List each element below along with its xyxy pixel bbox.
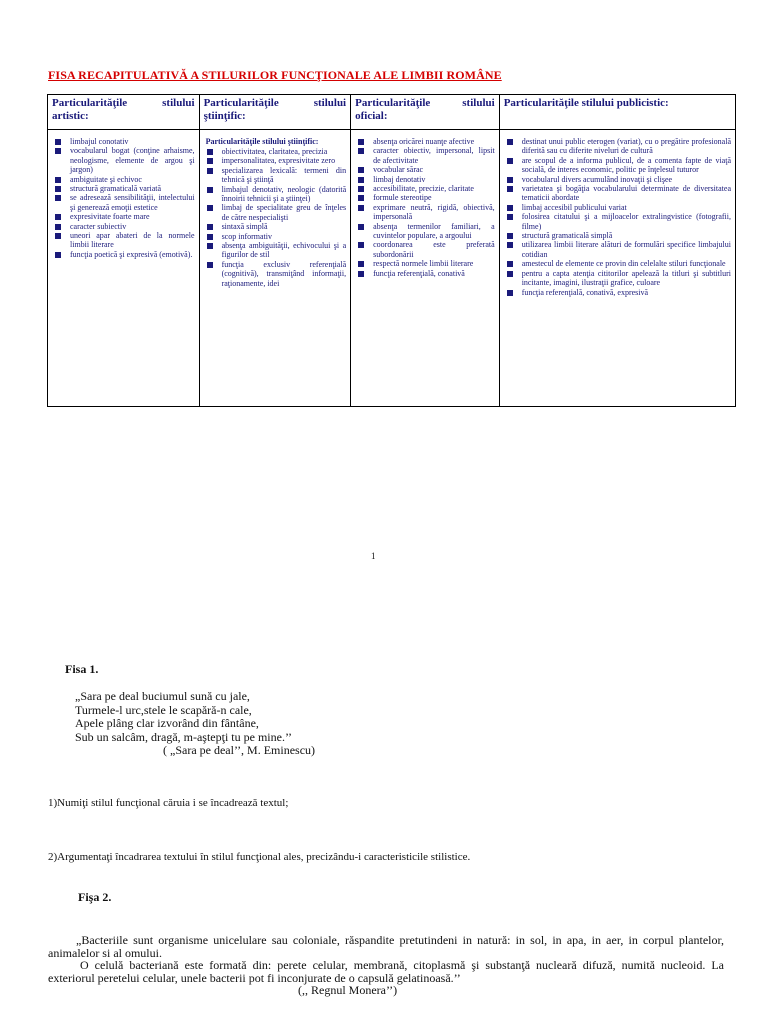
document-title: FISA RECAPITULATIVĂ A STILURILOR FUNCŢIONALE ALE LIMBII ROMÂNE <box>48 68 502 82</box>
column-official <box>351 95 500 406</box>
fisa2-text <box>48 934 724 997</box>
list-item: vocabularul bogat (conţine arhaisme, neologisme, elemente de argou şi jargon) <box>54 146 195 174</box>
paragraph: „Bacteriile sunt organisme unicelulare sau coloniale, răspandite pretutindeni in natură: in sol, in apa, in aer, in corpul plantelor, animalelor si al omului. <box>48 933 724 960</box>
list-item: obiectivitatea, claritatea, precizia <box>206 147 347 156</box>
list-scientific <box>206 147 347 288</box>
list-item: sintaxă simplă <box>206 222 347 231</box>
list-item: funcţia exclusiv referenţială (cognitivă), transmiţând informaţii, raţionamente, idei <box>206 260 347 288</box>
column-sublabel-scientific: Particularităţile stilului ştiinţific: <box>205 137 319 146</box>
list-item: absenţa termenilor familiari, a cuvintelor populare, a argoului <box>357 222 495 241</box>
list-item: funcţia referenţială, conativă, expresivă <box>506 288 731 297</box>
list-item: limbajul conotativ <box>54 137 195 146</box>
list-item: impersonalitatea, expresivitate zero <box>206 156 347 165</box>
list-official <box>357 137 495 278</box>
page-number: 1 <box>371 551 376 561</box>
list-item: exprimare neutră, rigidă, obiectivă, impersonală <box>357 203 495 222</box>
list-item: absenţa ambiguităţii, echivocului şi a figurilor de stil <box>206 241 347 260</box>
list-item: formule stereotipe <box>357 193 495 202</box>
list-item: utilizarea limbii literare alături de formulări specifice limbajului cotidian <box>506 240 731 259</box>
list-item: vocabular sărac <box>357 165 495 174</box>
list-item: uneori apar abateri de la normele limbii literare <box>54 231 195 250</box>
list-item: amestecul de elemente ce provin din celelalte stiluri funcţionale <box>506 259 731 268</box>
list-item: caracter subiectiv <box>54 222 195 231</box>
list-item: accesibilitate, precizie, claritate <box>357 184 495 193</box>
list-item: coordonarea este preferată subordonării <box>357 240 495 259</box>
list-item: scop informativ <box>206 232 347 241</box>
list-item: respectă normele limbii literare <box>357 259 495 268</box>
column-publicistic <box>500 95 735 406</box>
fisa1-heading: Fisa 1. <box>65 662 99 676</box>
list-item: structură gramaticală variată <box>54 184 195 193</box>
column-header-scientific: Particularităţile stilului ştiinţific: <box>200 95 351 130</box>
list-item: caracter obiectiv, impersonal, lipsit de afectivitate <box>357 146 495 165</box>
list-item: funcţia referenţială, conativă <box>357 269 495 278</box>
list-item: expresivitate foarte mare <box>54 212 195 221</box>
poem-block <box>75 690 315 758</box>
list-item: limbaj de specialitate greu de înţeles de către nespecialişti <box>206 203 347 222</box>
column-header-official: Particularităţile stilului oficial: <box>351 95 499 130</box>
list-item: are scopul de a informa publicul, de a comenta fapte de viaţă socială, de interes economic, politic pe înţelesul tuturor <box>506 156 731 175</box>
list-item: specializarea lexicală: termeni din tehnică şi ştiinţă <box>206 166 347 185</box>
list-item: limbajul denotativ, neologic (datorită înnoirii tehnicii şi a ştiinţei) <box>206 185 347 204</box>
list-item: folosirea citatului şi a mijloacelor extralingvistice (fotografii, filme) <box>506 212 731 231</box>
list-item: structură gramaticală simplă <box>506 231 731 240</box>
column-artistic <box>48 95 200 406</box>
list-item: varietatea şi bogăţia vocabularului determinate de diversitatea tematicii abordate <box>506 184 731 203</box>
question-2: 2)Argumentaţi încadrarea textului în stilul funcţional ales, precizându-i caracteristicile stilistice. <box>48 851 471 863</box>
text-source: (,, Regnul Monera’’) <box>298 983 398 997</box>
column-header-publicistic: Particularităţile stilului publicistic: <box>500 95 735 130</box>
list-item: funcţia poetică şi expresivă (emotivă). <box>54 250 195 259</box>
list-item: vocabularul divers acumulând inovaţii şi clişee <box>506 175 731 184</box>
paragraph: O celulă bacteriană este formată din: perete celular, membrană, citoplasmă şi substanţă nucleară difuză, numită nucleoid. La exteriorul peretelui celular, unele bacterii pot fi inconjurate de o capsulă gelatinoasă.’’ <box>48 958 724 985</box>
list-item: limbaj accesibil publicului variat <box>506 203 731 212</box>
list-item: destinat unui public eterogen (variat), cu o pregătire profesională diferită sau cu diferite niveluri de cultură <box>506 137 731 156</box>
poem-line: Sub un salcâm, dragă, m-aştepţi tu pe mine.’’ <box>75 729 293 744</box>
poem-line: Apele plâng clar izvorând din fântâne, <box>75 716 259 730</box>
list-item: se adresează sensibilităţii, intelectului şi generează emoţii estetice <box>54 193 195 212</box>
question-1: 1)Numiţi stilul funcţional căruia i se încadrează textul; <box>48 797 289 809</box>
styles-table <box>47 94 736 407</box>
list-item: ambiguitate şi echivoc <box>54 175 195 184</box>
column-header-artistic: Particularităţile stilului artistic: <box>48 95 199 130</box>
column-scientific <box>200 95 352 406</box>
list-item: pentru a capta atenţia cititorilor apelează la titluri şi subtitluri incitante, imagini, ilustraţii grafice, culoare <box>506 269 731 288</box>
list-item: limbaj denotativ <box>357 175 495 184</box>
fisa2-heading: Fişa 2. <box>78 890 112 904</box>
poem-source: ( „Sara pe deal’’, M. Eminescu) <box>163 743 316 757</box>
poem-line: „Sara pe deal buciumul sună cu jale, <box>75 689 250 703</box>
poem-line: Turmele-l urc,stele le scapără-n cale, <box>75 702 252 717</box>
list-artistic <box>54 137 195 259</box>
list-publicistic <box>506 137 731 297</box>
list-item: absenţa oricărei nuanţe afective <box>357 137 495 146</box>
